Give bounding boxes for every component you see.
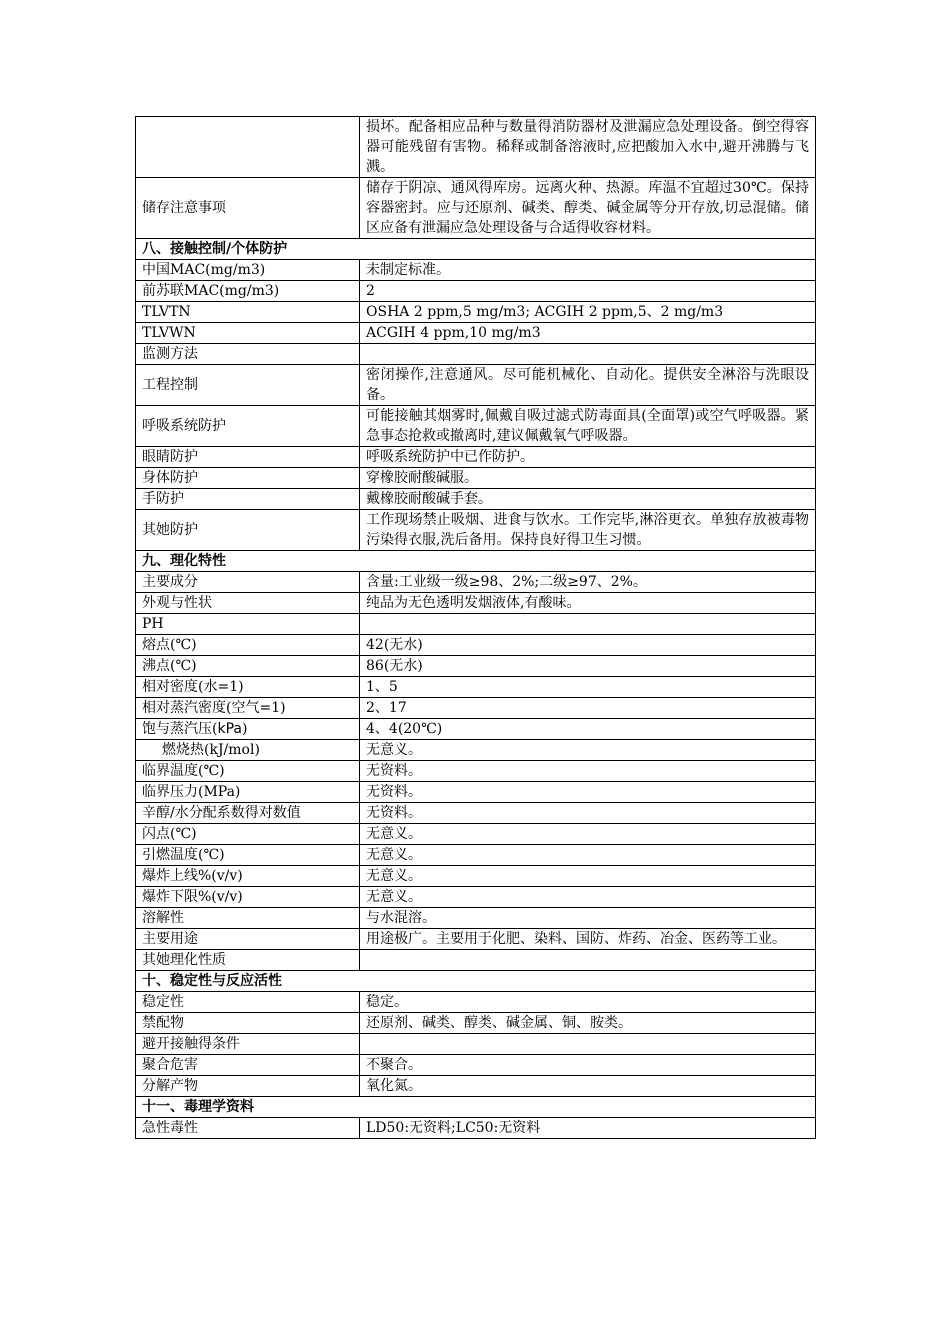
property-label: 前苏联MAC(mg/m3) [136, 281, 360, 302]
property-row [136, 950, 816, 971]
property-value: 无意义。 [360, 845, 816, 866]
property-value: 用途极广。主要用于化肥、染料、国防、炸药、冶金、医药等工业。 [360, 929, 816, 950]
property-label: 临界压力(MPa) [136, 782, 360, 803]
property-value [360, 614, 816, 635]
property-value: LD50:无资料;LC50:无资料 [360, 1118, 816, 1139]
property-label: 身体防护 [136, 468, 360, 489]
property-label: 手防护 [136, 489, 360, 510]
property-row [136, 761, 816, 782]
property-label: 主要用途 [136, 929, 360, 950]
property-row [136, 1118, 816, 1139]
property-row [136, 302, 816, 323]
property-value: OSHA 2 ppm,5 mg/m3; ACGIH 2 ppm,5、2 mg/m3 [360, 302, 816, 323]
property-label: 燃烧热(kJ/mol) [136, 740, 360, 761]
property-value: 86(无水) [360, 656, 816, 677]
property-value: 还原剂、碱类、醇类、碱金属、铜、胺类。 [360, 1013, 816, 1034]
property-value: 工作现场禁止吸烟、进食与饮水。工作完毕,淋浴更衣。单独存放被毒物污染得衣服,洗后备用。保持良好得卫生习惯。 [360, 510, 816, 551]
property-row [136, 887, 816, 908]
property-label: 储存注意事项 [136, 178, 360, 239]
property-label: 分解产物 [136, 1076, 360, 1097]
property-label: 眼睛防护 [136, 447, 360, 468]
property-label: 避开接触得条件 [136, 1034, 360, 1055]
property-label: 相对蒸汽密度(空气=1) [136, 698, 360, 719]
property-value: 无意义。 [360, 740, 816, 761]
property-value: 储存于阴凉、通风得库房。远离火种、热源。库温不宜超过30℃。保持容器密封。应与还原剂、碱类、醇类、碱金属等分开存放,切忌混储。储区应备有泄漏应急处理设备与合适得收容材料。 [360, 178, 816, 239]
property-value: 损坏。配备相应品种与数量得消防器材及泄漏应急处理设备。倒空得容器可能残留有害物。稀释或制备溶液时,应把酸加入水中,避开沸腾与飞溅。 [360, 117, 816, 178]
property-value: 密闭操作,注意通风。尽可能机械化、自动化。提供安全淋浴与洗眼设备。 [360, 365, 816, 406]
property-label: 临界温度(℃) [136, 761, 360, 782]
property-value [360, 1034, 816, 1055]
property-row [136, 447, 816, 468]
section-title: 十、稳定性与反应活性 [136, 971, 816, 992]
property-label: 闪点(℃) [136, 824, 360, 845]
property-label [136, 719, 360, 740]
property-row [136, 1076, 816, 1097]
property-label: 爆炸下限%(v/v) [136, 887, 360, 908]
property-row [136, 929, 816, 950]
property-value: 无意义。 [360, 824, 816, 845]
property-value: 42(无水) [360, 635, 816, 656]
section-header-row [136, 239, 816, 260]
property-value: 无资料。 [360, 761, 816, 782]
property-row [136, 593, 816, 614]
property-row [136, 782, 816, 803]
property-value: 不聚合。 [360, 1055, 816, 1076]
property-value: 无意义。 [360, 887, 816, 908]
property-row [136, 614, 816, 635]
property-label: 溶解性 [136, 908, 360, 929]
property-row [136, 344, 816, 365]
property-value: 无意义。 [360, 866, 816, 887]
property-label: 稳定性 [136, 992, 360, 1013]
property-label: 禁配物 [136, 1013, 360, 1034]
property-label: 爆炸上线%(v/v) [136, 866, 360, 887]
property-value: 2、17 [360, 698, 816, 719]
msds-table-body [136, 117, 816, 1139]
property-label: 相对密度(水=1) [136, 677, 360, 698]
property-label: 工程控制 [136, 365, 360, 406]
property-label: 熔点(℃) [136, 635, 360, 656]
property-row [136, 635, 816, 656]
property-value: 稳定。 [360, 992, 816, 1013]
property-row [136, 572, 816, 593]
property-value [360, 344, 816, 365]
property-label-part: ) [241, 721, 248, 737]
property-value: 无资料。 [360, 803, 816, 824]
msds-sheet [135, 116, 815, 1139]
property-label: 辛醇/水分配系数得对数值 [136, 803, 360, 824]
property-row [136, 260, 816, 281]
property-row [136, 803, 816, 824]
property-label: 沸点(℃) [136, 656, 360, 677]
property-row [136, 365, 816, 406]
property-row [136, 178, 816, 239]
section-header-row [136, 971, 816, 992]
property-value: 纯品为无色透明发烟液体,有酸味。 [360, 593, 816, 614]
property-label: TLVTN [136, 302, 360, 323]
property-row [136, 510, 816, 551]
property-label: 其她理化性质 [136, 950, 360, 971]
property-label: 聚合危害 [136, 1055, 360, 1076]
property-value: 含量:工业级一级≥98、2%;二级≥97、2%。 [360, 572, 816, 593]
property-value: 4、4(20℃) [360, 719, 816, 740]
property-label: 监测方法 [136, 344, 360, 365]
property-label: 中国MAC(mg/m3) [136, 260, 360, 281]
property-label: TLVWN [136, 323, 360, 344]
property-label: 引燃温度(℃) [136, 845, 360, 866]
property-value: 可能接触其烟雾时,佩戴自吸过滤式防毒面具(全面罩)或空气呼吸器。紧急事态抢救或撤离时,建议佩戴氧气呼吸器。 [360, 406, 816, 447]
property-value [360, 950, 816, 971]
property-label [136, 117, 360, 178]
property-label-part: 饱与蒸汽压( [142, 721, 218, 737]
property-row [136, 281, 816, 302]
property-label: 呼吸系统防护 [136, 406, 360, 447]
property-row [136, 908, 816, 929]
property-row [136, 824, 816, 845]
property-value: 无资料。 [360, 782, 816, 803]
property-row [136, 677, 816, 698]
property-label: 外观与性状 [136, 593, 360, 614]
property-value: 呼吸系统防护中已作防护。 [360, 447, 816, 468]
property-row [136, 468, 816, 489]
property-row [136, 866, 816, 887]
property-row [136, 740, 816, 761]
property-value: 2 [360, 281, 816, 302]
section-title: 十一、毒理学资料 [136, 1097, 816, 1118]
property-row [136, 1034, 816, 1055]
property-row [136, 117, 816, 178]
property-row [136, 656, 816, 677]
section-title: 九、理化特性 [136, 551, 816, 572]
property-value: 戴橡胶耐酸碱手套。 [360, 489, 816, 510]
property-value: 1、5 [360, 677, 816, 698]
property-label: PH [136, 614, 360, 635]
property-row [136, 719, 816, 740]
property-label: 主要成分 [136, 572, 360, 593]
property-value: 与水混溶。 [360, 908, 816, 929]
msds-table [135, 116, 816, 1139]
property-row [136, 845, 816, 866]
property-label: 其她防护 [136, 510, 360, 551]
section-header-row [136, 1097, 816, 1118]
property-row [136, 406, 816, 447]
section-header-row [136, 551, 816, 572]
property-label: 急性毒性 [136, 1118, 360, 1139]
property-row [136, 323, 816, 344]
property-row [136, 489, 816, 510]
property-value: ACGIH 4 ppm,10 mg/m3 [360, 323, 816, 344]
property-value: 未制定标准。 [360, 260, 816, 281]
property-row [136, 1013, 816, 1034]
property-row [136, 1055, 816, 1076]
property-row [136, 992, 816, 1013]
property-value: 氧化氮。 [360, 1076, 816, 1097]
property-row [136, 698, 816, 719]
property-value: 穿橡胶耐酸碱服。 [360, 468, 816, 489]
section-title: 八、接触控制/个体防护 [136, 239, 816, 260]
property-label-unit: kPa [217, 721, 242, 737]
